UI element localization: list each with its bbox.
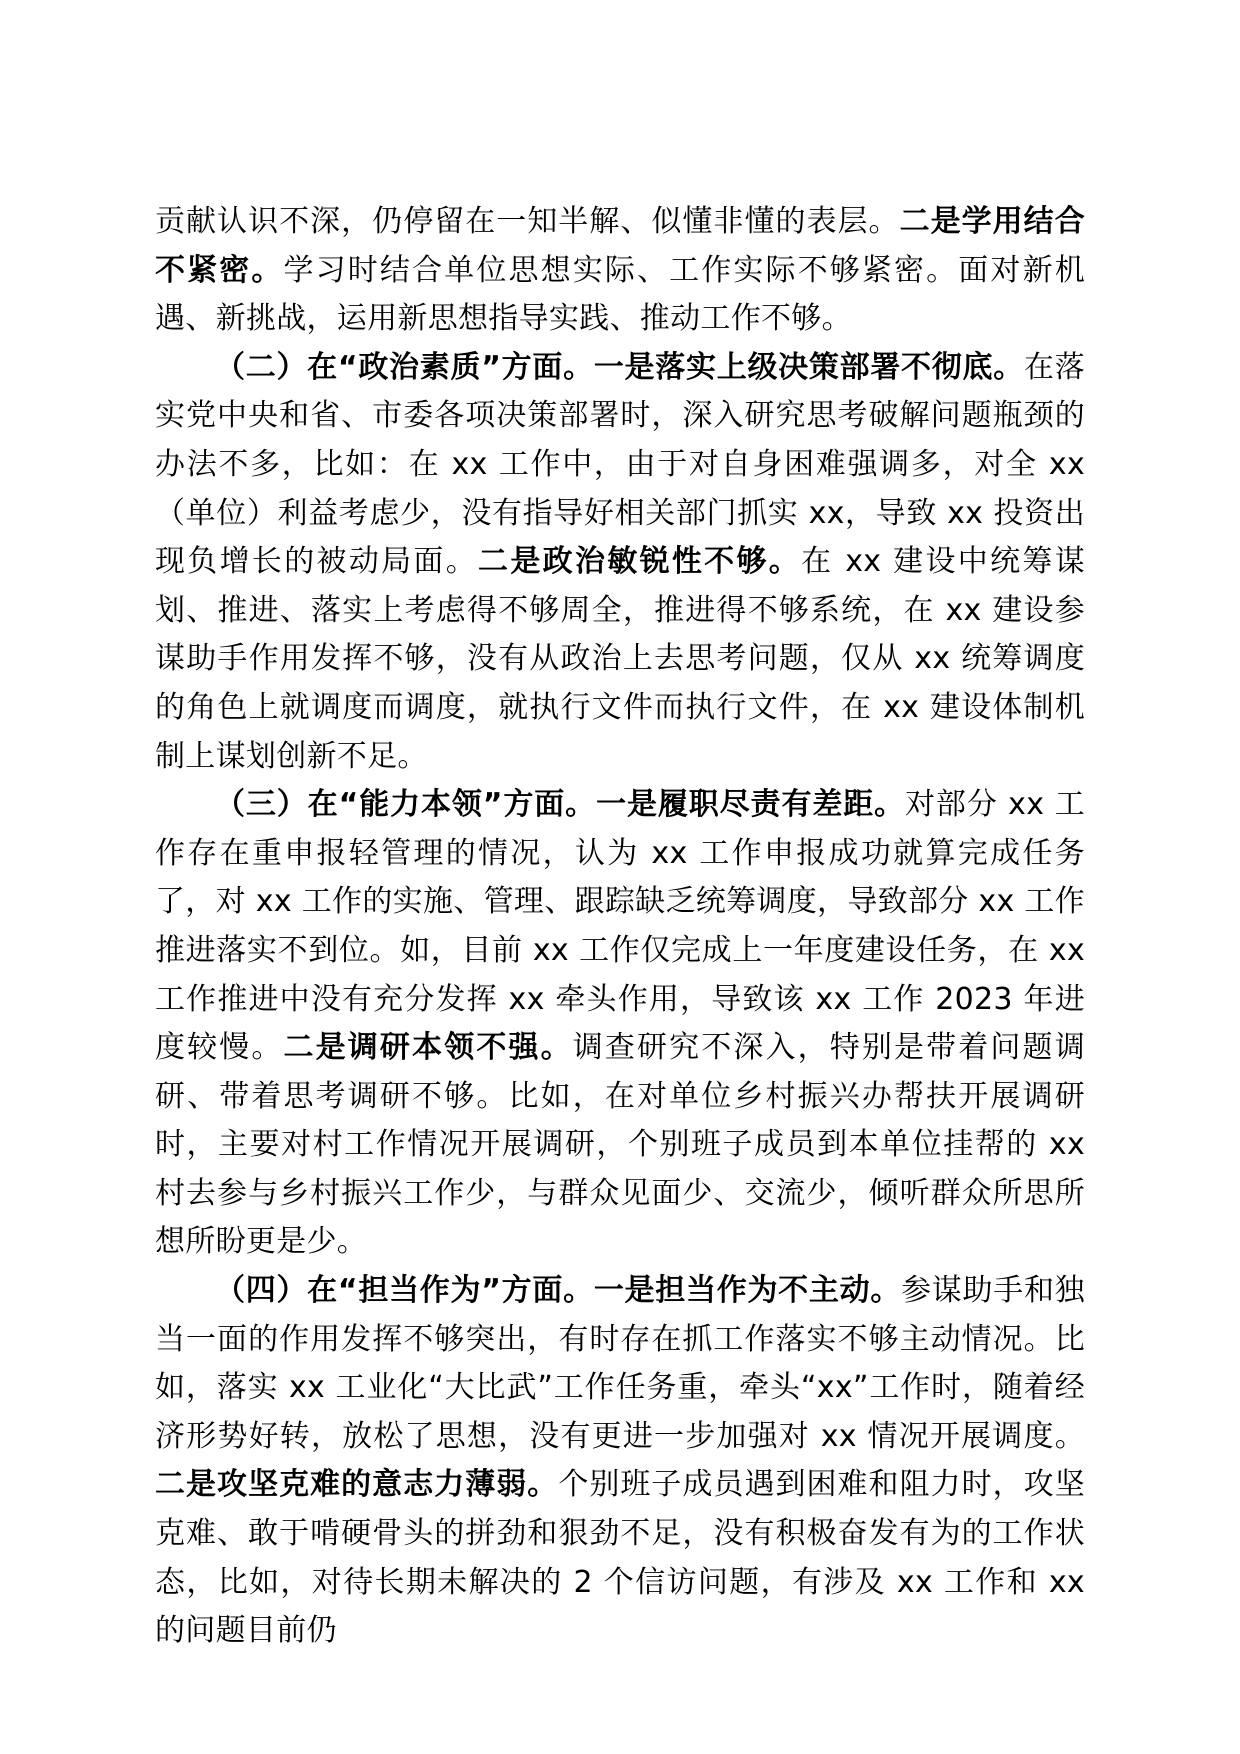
section-heading-bold: （四）在“担当作为”方面。一是担当作为不主动。 bbox=[215, 1273, 902, 1309]
paragraph-heading-bold: 二是调研本领不强。 bbox=[283, 1030, 573, 1066]
paragraph-text: 对部分 xx 工作存在重申报轻管理的情况，认为 xx 工作申报成功就算完成任务了，对 xx 工作的实施、管理、跟踪缺乏统筹调度，导致部分 xx 工作推进落实不到位。如，目前 xx 工作仅完成上一年度建设任务，在 xx 工作推进中没有充分发挥 xx 牵头作用，导致该 xx 工作 2023 年进度较慢。 bbox=[155, 787, 1085, 1066]
paragraph-text: 调查研究不深入，特别是带着问题调研、带着思考调研不够。比如，在对单位乡村振兴办帮扶开展调研时，主要对村工作情况开展调研，个别班子成员到本单位挂帮的 xx 村去参与乡村振兴工作少，与群众见面少、交流少，倾听群众所思所想所盼更是少。 bbox=[155, 1030, 1085, 1260]
paragraph-text: 参谋助手和独当一面的作用发挥不够突出，有时存在抓工作落实不够主动情况。比如，落实 xx 工业化“大比武”工作任务重，牵头“xx”工作时，随着经济形势好转，放松了思想，没有更进一步加强对 xx 情况开展调度。 bbox=[155, 1273, 1085, 1454]
paragraph-heading-bold: 二是攻坚克难的意志力薄弱。 bbox=[155, 1467, 559, 1503]
document-body bbox=[155, 198, 1085, 1656]
paragraph-political-quality bbox=[155, 344, 1085, 781]
section-heading-bold: （三）在“能力本领”方面。一是履职尽责有差距。 bbox=[215, 787, 906, 823]
paragraph-text: 贡献认识不深，仍停留在一知半解、似懂非懂的表层。 bbox=[155, 204, 900, 239]
paragraph-study-application bbox=[155, 198, 1085, 344]
paragraph-responsibility-action bbox=[155, 1267, 1085, 1656]
section-heading-bold: （二）在“政治素质”方面。一是落实上级决策部署不彻底。 bbox=[215, 349, 1024, 385]
paragraph-ability-skills bbox=[155, 781, 1085, 1267]
paragraph-heading-bold: 二是学用结合不紧密。 bbox=[155, 204, 1085, 288]
paragraph-heading-bold: 二是政治敏锐性不够。 bbox=[478, 544, 802, 580]
paragraph-text: 个别班子成员遇到困难和阻力时，攻坚克难、敢于啃硬骨头的拼劲和狠劲不足，没有积极奋发有为的工作状态，比如，对待长期未解决的 2 个信访问题，有涉及 xx 工作和 xx 的问题目前仍 bbox=[155, 1467, 1085, 1649]
paragraph-text: 在落实党中央和省、市委各项决策部署时，深入研究思考破解问题瓶颈的办法不多，比如：在 xx 工作中，由于对自身困难强调多，对全 xx（单位）利益考虑少，没有指导好相关部门抓实 xx，导致 xx 投资出现负增长的被动局面。 bbox=[155, 349, 1085, 580]
paragraph-text: 在 xx 建设中统筹谋划、推进、落实上考虑得不够周全，推进得不够系统，在 xx 建设参谋助手作用发挥不够，没有从政治上去思考问题，仅从 xx 统筹调度的角色上就调度而调度，就执行文件而执行文件，在 xx 建设体制机制上谋划创新不足。 bbox=[155, 544, 1086, 774]
paragraph-text: 学习时结合单位思想实际、工作实际不够紧密。面对新机遇、新挑战，运用新思想指导实践、推动工作不够。 bbox=[155, 252, 1085, 337]
